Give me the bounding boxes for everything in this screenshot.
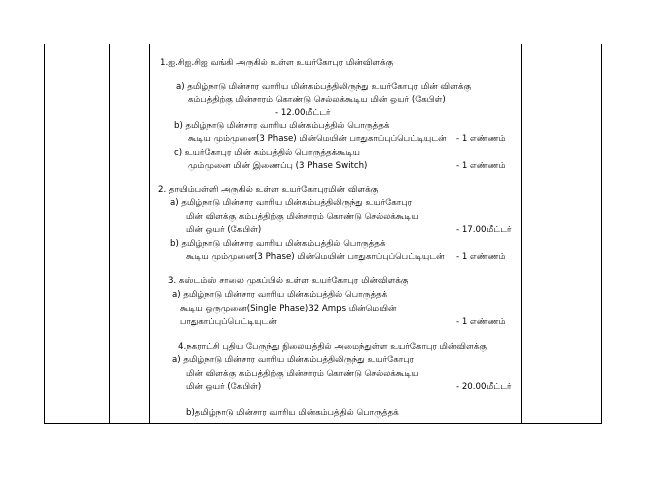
item-line: கூடிய மும்முனை(3 Phase) மின்மெயின் பாதுகாப்புப்பெட்டியுடன் — [188, 134, 447, 144]
column-divider — [521, 44, 522, 423]
item-line: a) தமிழ்நாடு மின்சார வாரிய மின்கம்பத்தில் பொருத்தக் — [172, 290, 388, 300]
item-quantity: - 1 எண்ணம் — [456, 161, 506, 171]
item-quantity: - 20.00மீட்டர் — [456, 382, 512, 392]
column-divider — [109, 44, 110, 423]
item-line: b)தமிழ்நாடு மின்சார வாரிய மின்கம்பத்தில் பொருத்தக் — [186, 408, 399, 418]
item-line: a) தமிழ்நாடு மின்சார வாரிய மின்கம்பத்திலிருந்து உயர்கோபுர மின் விளக்கு — [176, 82, 472, 92]
item-line: c) உயர்கோபுர மின் கம்பத்தில் பொருத்தக்கூடிய — [174, 148, 361, 158]
item-line: மின் ஒயர் (கேபிள்) — [186, 225, 262, 235]
item-line: a) தமிழ்நாடு மின்சார வாரிய மின்கம்பத்திலிருந்து உயர்கோபுர — [170, 198, 413, 208]
item-line: மின் ஒயர் (கேபிள்) — [186, 382, 262, 392]
section-heading: 4.நகராட்சி புதிய பேருந்து நிலையத்தில் அமைந்துள்ள உயர்கோபுர மின்விளக்கு — [178, 342, 487, 352]
item-line: a) தமிழ்நாடு மின்சார வாரிய மின்கம்பத்திலிருந்து உயர்கோபுர — [172, 355, 415, 365]
item-quantity: - 12.00மீட்டர் — [275, 108, 331, 118]
item-line: b) தமிழ்நாடு மின்சார வாரிய மின்கம்பத்தில் பொருத்தக் — [170, 239, 386, 249]
item-line: b) தமிழ்நாடு மின்சார வாரிய மின்கம்பத்தில் பொருத்தக் — [174, 121, 390, 131]
section-heading: 3. கஸ்டம்ஸ் சாலை முகப்பில் உள்ள உயர்கோபுர மின்விளக்கு — [168, 276, 409, 286]
section-heading: 2. தாயிம்பள்ளி அருகில் உள்ள உயர்கோபுரமின் விளக்கு — [158, 185, 379, 195]
item-line: கம்பத்திற்கு மின்சாரம் கொண்டு செல்லக்கூடிய மின் ஒயர் (கேபிள்) — [188, 95, 446, 105]
item-line: மின் விளக்கு கம்பத்திற்கு மின்சாரம் கொண்டு செல்லக்கூடிய — [186, 212, 419, 222]
column-divider — [149, 44, 150, 423]
item-quantity: - 1 எண்ணம் — [456, 252, 506, 262]
item-line: பாதுகாப்புப்பெட்டியுடன் — [180, 317, 277, 327]
item-quantity: - 17.00மீட்டர் — [456, 225, 512, 235]
item-quantity: - 1 எண்ணம் — [456, 317, 506, 327]
item-line: மின் விளக்கு கம்பத்திற்கு மின்சாரம் கொண்டு செல்லக்கூடிய — [186, 369, 419, 379]
item-line: மும்முனை மின் இணைப்பு (3 Phase Switch) — [188, 161, 368, 171]
item-quantity: - 1 எண்ணம் — [456, 134, 506, 144]
section-heading: 1.ஐ.சிஐ.சிஐ வங்கி அருகில் உள்ள உயர்கோபுர மின்விளக்கு — [160, 58, 394, 68]
item-line: கூடிய மும்முனை(3 Phase) மின்மெயின் பாதுகாப்புப்பெட்டியுடன் — [186, 252, 445, 262]
item-line: கூடிய ஒருமுனை(Single Phase)32 Amps மின்மெயின் — [180, 304, 397, 314]
